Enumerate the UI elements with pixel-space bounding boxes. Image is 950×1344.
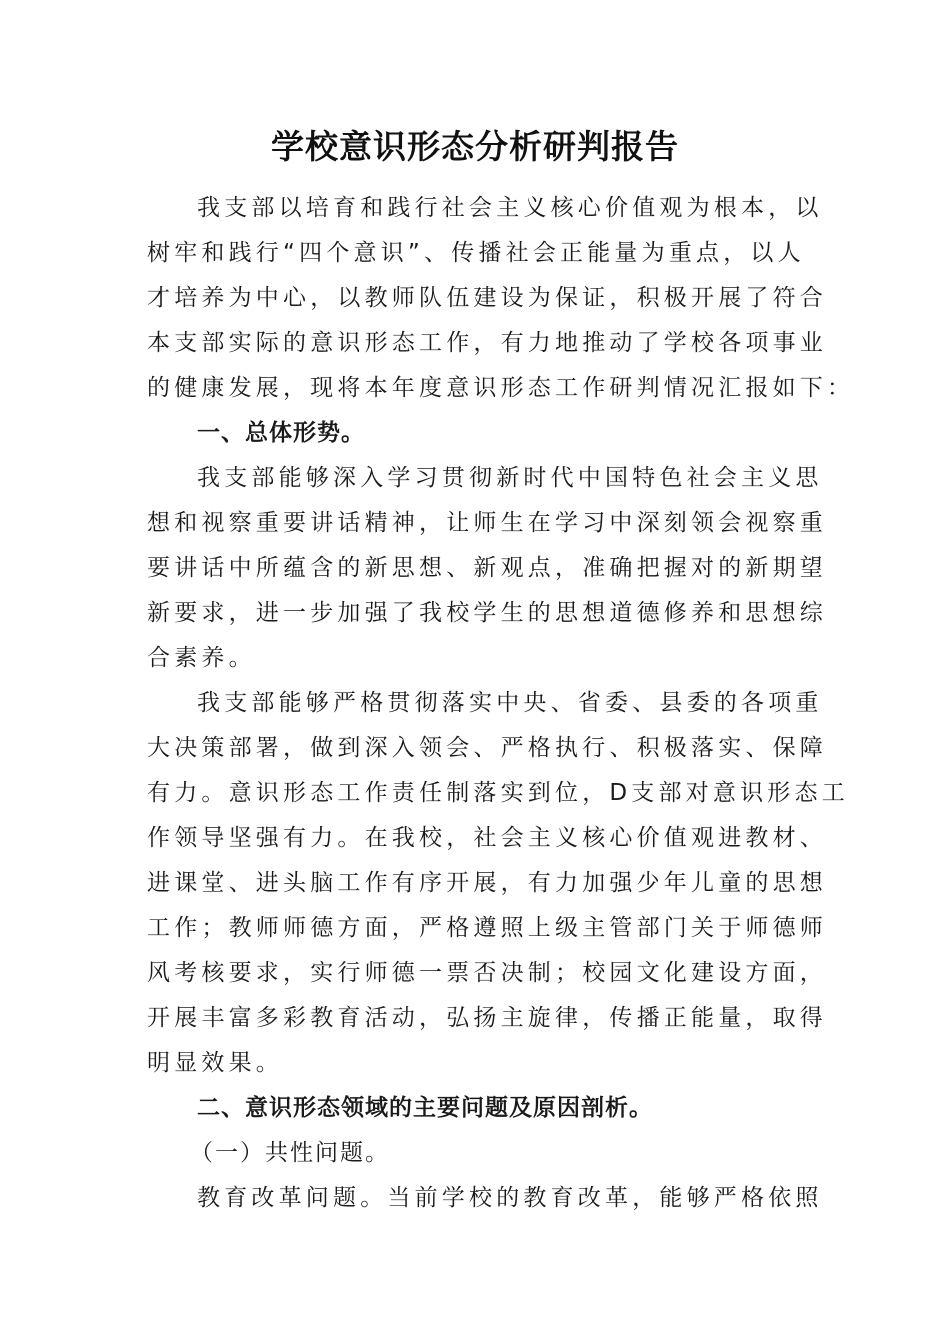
paragraph-line: 进课堂、进头脑工作有序开展，有力加强少年儿童的思想: [147, 870, 827, 896]
paragraph-line: 我支部能够严格贯彻落实中央、省委、县委的各项重: [197, 690, 823, 716]
paragraph-line: 我支部以培育和践行社会主义核心价值观为根本，以: [197, 195, 823, 221]
paragraph-line: 工作；教师师德方面，严格遵照上级主管部门关于师德师: [147, 915, 827, 941]
paragraph-line: 作领导坚强有力。在我校，社会主义核心价值观进教材、: [147, 825, 827, 851]
paragraph-line: 树牢和践行“四个意识”、传播社会正能量为重点，以人: [147, 240, 805, 266]
paragraph-line: 大决策部署，做到深入领会、严格执行、积极落实、保障: [147, 735, 827, 761]
paragraph-line: 本支部实际的意识形态工作，有力地推动了学校各项事业: [147, 330, 827, 356]
paragraph-line: 才培养为中心，以教师队伍建设为保证，积极开展了符合: [147, 285, 827, 311]
paragraph-line: 的健康发展，现将本年度意识形态工作研判情况汇报如下：: [147, 375, 855, 401]
paragraph-line: 合素养。: [147, 645, 256, 671]
subsection-heading-1: （一）共性问题。: [190, 1140, 390, 1166]
paragraph-line: 明显效果。: [147, 1050, 283, 1076]
section-heading-2: 二、意识形态领域的主要问题及原因剖析。: [197, 1095, 653, 1121]
document-title: 学校意识形态分析研判报告: [271, 127, 679, 166]
paragraph-line: 我支部能够深入学习贯彻新时代中国特色社会主义思: [197, 465, 823, 491]
paragraph-line: 新要求，进一步加强了我校学生的思想道德修养和思想综: [147, 600, 827, 626]
paragraph-line: 风考核要求，实行师德一票否决制；校园文化建设方面，: [147, 960, 827, 986]
paragraph-line: 要讲话中所蕴含的新思想、新观点，准确把握对的新期望: [147, 555, 827, 581]
paragraph-line: 教育改革问题。当前学校的教育改革，能够严格依照: [197, 1185, 823, 1211]
paragraph-line: 开展丰富多彩教育活动，弘扬主旋律，传播正能量，取得: [147, 1005, 827, 1031]
section-heading-1: 一、总体形势。: [197, 420, 365, 446]
paragraph-line: 有力。意识形态工作责任制落实到位，D支部对意识形态工: [147, 780, 849, 806]
paragraph-line: 想和视察重要讲话精神，让师生在学习中深刻领会视察重: [147, 510, 827, 536]
